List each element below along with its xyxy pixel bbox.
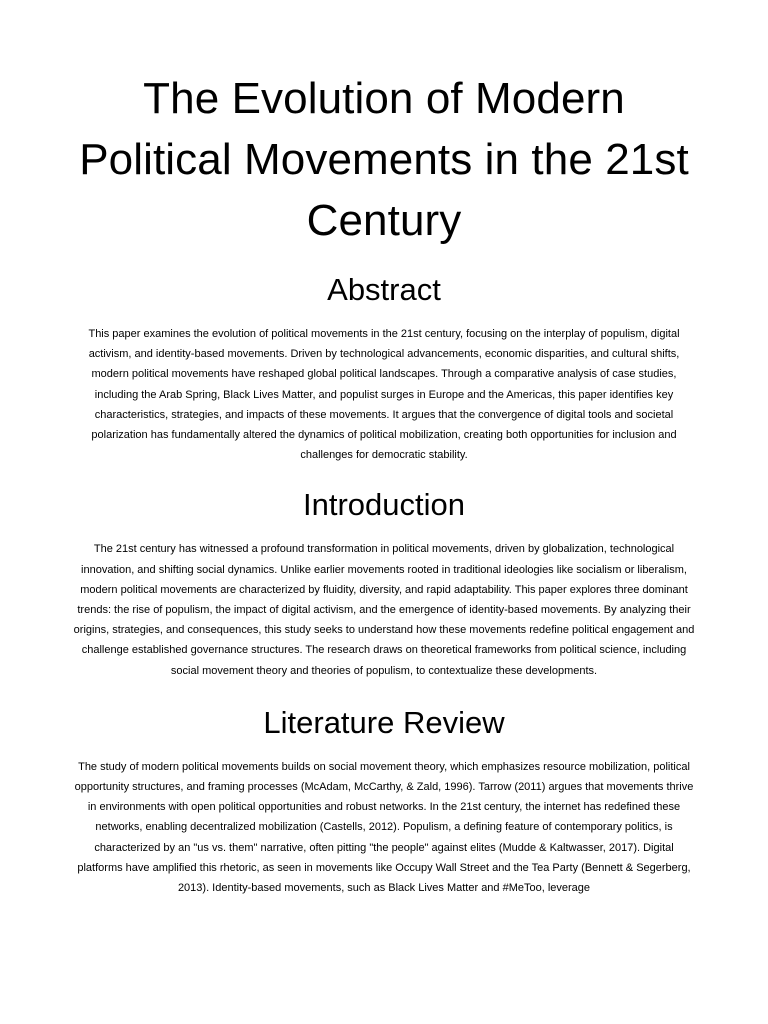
literature-review-text: The study of modern political movements builds on social movement theory, which emphasizes resource mobilization, political opportunity structures, and framing processes (McAdam, McCarthy, & Zald, 1996). Tarrow (2011) argues that movements thrive in environments with open political opportunities and robust networks. In the 21st century, the internet has redefined these networks, enabling decentralized mobilization (Castells, 2012). Populism, a defining feature of contemporary politics, is characterized by an "us vs. them" narrative, often pitting "the people" against elites (Mudde & Kaltwasser, 2017). Digital platforms have amplified this rhetoric, as seen in movements like Occupy Wall Street and the Tea Party (Bennett & Segerberg, 2013). Identity-based movements, such as Black Lives Matter and #MeToo, leverage xyxy=(74,760,694,895)
introduction-text: The 21st century has witnessed a profound transformation in political movements, driven by globalization, technological innovation, and shifting social dynamics. Unlike earlier movements rooted in traditional ideologies like socialism or liberalism, modern political movements are characterized by fluidity, diversity, and rapid adaptability. This paper explores three dominant trends: the rise of populism, the impact of digital activism, and the emergence of identity-based movements. By analyzing their origins, strategies, and consequences, this study seeks to understand how these movements redefine political engagement and challenge established governance structures. The research draws on theoretical frameworks from political science, including social movement theory and theories of populism, to contextualize these developments. xyxy=(73,543,695,677)
abstract-section xyxy=(72,270,696,465)
abstract-text: This paper examines the evolution of political movements in the 21st century, focusing on the interplay of populism, digital activism, and identity-based movements. Driven by technological advancements, economic disparities, and cultural shifts, modern political movements have reshaped global political landscapes. Through a comparative analysis of case studies, including the Arab Spring, Black Lives Matter, and populist surges in Europe and the Americas, this paper identifies key characteristics, strategies, and impacts of these movements. It argues that the convergence of digital tools and societal polarization has fundamentally altered the dynamics of political mobilization, creating both opportunities for inclusion and challenges for democratic stability. xyxy=(88,328,680,462)
introduction-section xyxy=(72,485,696,680)
paper-title: The Evolution of Modern Political Movements in the 21st Century xyxy=(79,74,689,245)
abstract-heading: Abstract xyxy=(327,272,441,307)
literature-review-section xyxy=(72,703,696,898)
literature-review-heading: Literature Review xyxy=(263,704,505,740)
introduction-heading: Introduction xyxy=(303,487,465,523)
